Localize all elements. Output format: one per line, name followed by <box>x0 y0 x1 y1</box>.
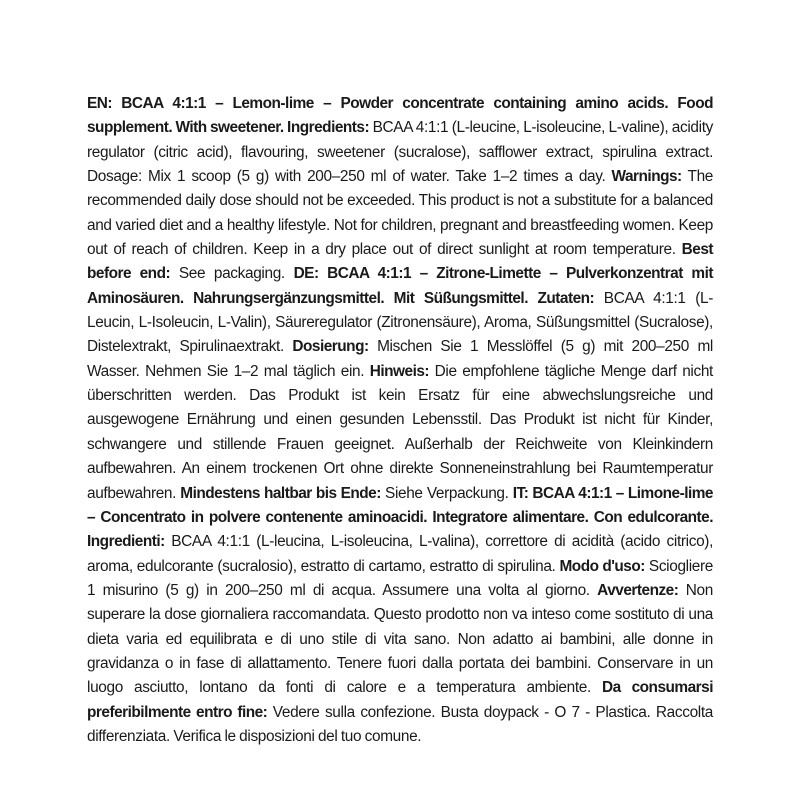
label-body-segment: Non superare la dose giornaliera raccomandata. Questo prodotto non va inteso come sostituto di una dieta varia ed equilibrata e di uno stile di vita sano. Non adatto ai bambini, alle donne in gravidanza o in fase di allattamento. Tenere fuori dalla portata dei bambini. Conservare in un luogo asciutto, lontano da fonti di calore e a temperatura ambiente. <box>87 581 713 697</box>
label-heading-segment: Dosierung: <box>292 338 369 356</box>
label-body-segment: The recommended daily dose should not be exceeded. This product is not a substitute for a balanced and varied diet and a healthy lifestyle. Not for children, pregnant and breastfeeding women. Keep out of reach of children. Keep in a dry place out of direct sunlight at room temperature. <box>87 168 714 259</box>
label-body-segment: Mischen Sie 1 Messlöffel (5 g) mit 200–250 ml Wasser. Nehmen Sie 1–2 mal täglich ein. <box>87 338 713 380</box>
label-body-segment: Vedere sulla confezione. Busta doypack - O 7 - Plastica. Raccolta differenziata. Verifica le disposizioni del tuo comune. <box>87 703 713 745</box>
label-heading-segment: Avvertenze: <box>597 581 679 599</box>
label-heading-segment: IT: BCAA 4:1:1 – Limone-lime – Concentrato in polvere contenente aminoacidi. Integratore alimentare. Con edulcorante. Ingredienti: <box>87 484 713 551</box>
label-heading-segment: Modo d'uso: <box>559 557 645 575</box>
label-heading-segment: Best before end: <box>87 241 713 283</box>
label-body-segment: Die empfohlene tägliche Menge darf nicht überschritten werden. Das Produkt ist kein Ersatz für eine abwechslungsreiche und ausgewogene Ernährung und einen gesunden Lebensstil. Das Produkt ist nicht für Kinder, schwangere und stillende Frauen geeignet. Außerhalb der Reichweite von Kleinkindern aufbewahren. An einem trockenen Ort ohne direkte Sonneneinstrahlung bei Raumtemperatur aufbewahren. <box>87 362 713 502</box>
label-body-segment: See packaging. <box>170 265 294 283</box>
label-body-segment: BCAA 4:1:1 (L-leucine, L-isoleucine, L-valine), acidity regulator (citric acid), flavouring, sweetener (sucralose), safflower extract, spirulina extract. Dosage: Mix 1 scoop (5 g) with 200–250 ml of water. Take 1–2 times a day. <box>87 119 713 186</box>
label-body-segment: BCAA 4:1:1 (L-leucina, L-isoleucina, L-valina), correttore di acidità (acido citrico), aroma, edulcorante (sucralosio), estratto di cartamo, estratto di spirulina. <box>87 533 713 575</box>
label-heading-segment: Warnings: <box>611 168 682 186</box>
label-body-segment: BCAA 4:1:1 (L-Leucin, L-Isoleucin, L-Valin), Säureregulator (Zitronensäure), Aroma, Süßungsmittel (Sucralose), Distelextrakt, Spirulinaextrakt. <box>87 289 713 356</box>
label-heading-segment: Da consumarsi preferibilmente entro fine: <box>87 679 713 721</box>
label-body-segment: Siehe Verpackung. <box>380 484 513 502</box>
label-body-segment: Sciogliere 1 misurino (5 g) in 200–250 ml di acqua. Assumere una volta al giorno. <box>87 557 713 599</box>
label-heading-segment: Hinweis: <box>369 362 430 380</box>
label-heading-segment: EN: BCAA 4:1:1 – Lemon-lime – Powder concentrate containing amino acids. Food supplement. With sweetener. Ingredients: <box>87 95 713 137</box>
label-heading-segment: Mindestens haltbar bis Ende: <box>180 484 381 502</box>
product-label-text <box>87 92 713 749</box>
label-heading-segment: DE: BCAA 4:1:1 – Zitrone-Limette – Pulverkonzentrat mit Aminosäuren. Nahrungsergänzungsmittel. Mit Süßungsmittel. Zutaten: <box>87 265 713 307</box>
